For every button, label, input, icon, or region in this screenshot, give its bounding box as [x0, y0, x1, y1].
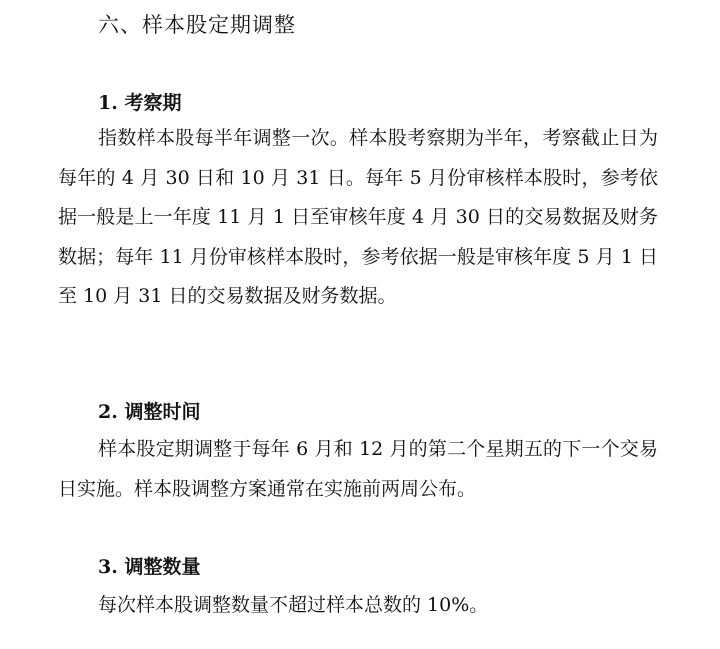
paragraph-adjustment-quantity: 每次样本股调整数量不超过样本总数的 10%。	[98, 594, 489, 616]
section-title: 六、样本股定期调整	[98, 13, 296, 37]
subsection-heading-review-period: 1. 考察期	[98, 92, 182, 114]
paragraph-review-period: 指数样本股每半年调整一次。样本股考察期为半年，考察截止日为每年的 4 月 30 日和 10 月 31 日。每年 5 月份审核样本股时，参考依据一般是上一年度 11 月 1 日至审核年度 4 月 30 日的交易数据及财务数据；每年 11 月份审核样本股时，参考依据一般是审核年度 5 月 1 日至 10 月 31 日的交易数据及财务数据。	[58, 127, 658, 307]
paragraph-adjustment-time: 样本股定期调整于每年 6 月和 12 月的第二个星期五的下一个交易日实施。样本股调整方案通常在实施前两周公布。	[58, 438, 658, 500]
subsection-heading-adjustment-time: 2. 调整时间	[98, 401, 201, 423]
subsection-heading-adjustment-quantity: 3. 调整数量	[98, 556, 201, 578]
